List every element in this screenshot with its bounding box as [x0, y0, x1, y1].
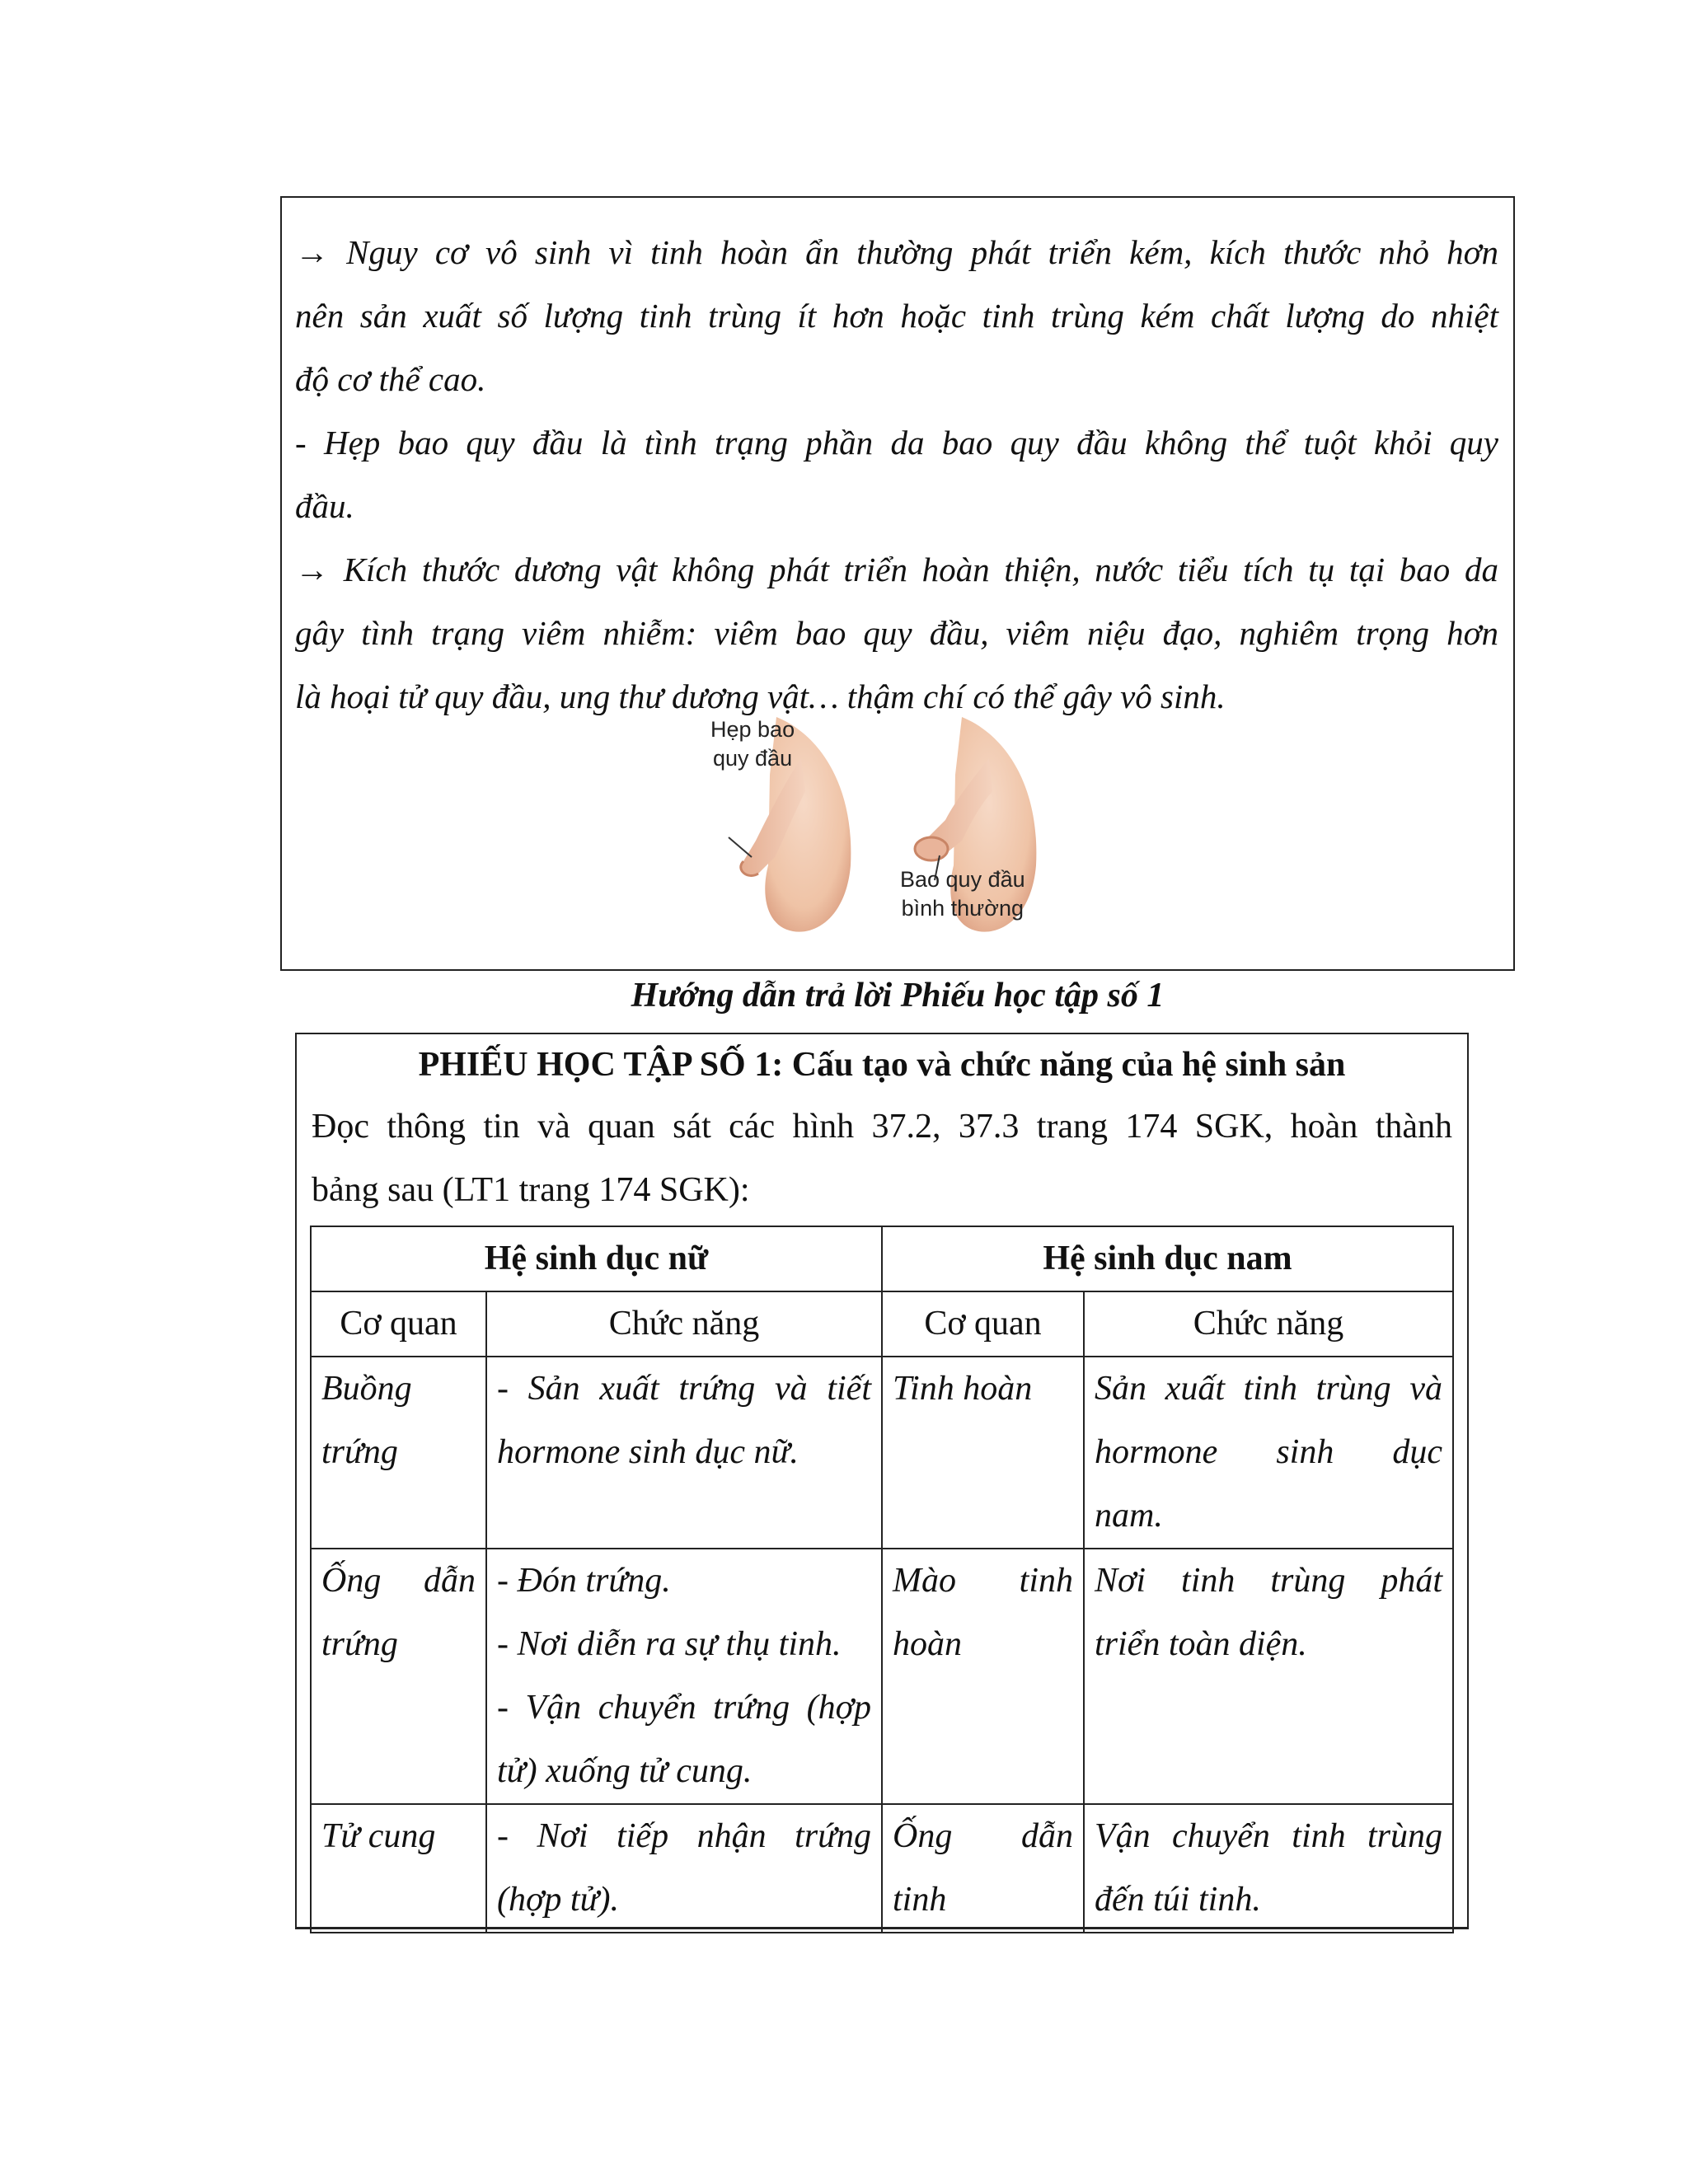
info-line: - Hẹp bao quy đầu là tình trạng phần da bao quy đầu không thể tuột khỏi quy — [295, 424, 1498, 462]
learning-sheet — [295, 1033, 1469, 1929]
female-organ-cell: Buồng trứng — [311, 1357, 486, 1549]
female-function-cell: - Nơi tiếp nhận trứng (hợp tử). — [486, 1804, 882, 1933]
male-function-cell: Nơi tinh trùng phát triển toàn diện. — [1084, 1549, 1453, 1804]
col-function-male: Chức năng — [1084, 1291, 1453, 1357]
info-line: đầu. — [295, 487, 354, 525]
male-organ-cell: Ống dẫn tinh — [882, 1804, 1084, 1933]
info-line: là hoại tử quy đầu, ung thư dương vật… thậm chí có thể gây vô sinh. — [295, 677, 1226, 715]
male-system-header: Hệ sinh dục nam — [882, 1226, 1453, 1291]
col-organ-male: Cơ quan — [882, 1291, 1084, 1357]
male-organ-cell: Tinh hoàn — [882, 1357, 1084, 1549]
sheet-title: PHIẾU HỌC TẬP SỐ 1: Cấu tạo và chức năng của hệ sinh sản — [418, 1046, 1346, 1084]
reproductive-table — [310, 1226, 1454, 1933]
sheet-intro-line: bảng sau (LT1 trang 174 SGK): — [312, 1171, 750, 1209]
table-row — [311, 1357, 1453, 1549]
col-function-female: Chức năng — [486, 1291, 882, 1357]
male-organ-cell: Mào tinh hoàn — [882, 1549, 1084, 1804]
table-header-row — [311, 1226, 1453, 1291]
info-line: nên sản xuất số lượng tinh trùng ít hơn hoặc tinh trùng kém chất lượng do nhiệt — [295, 297, 1498, 335]
table-subheader-row — [311, 1291, 1453, 1357]
female-function-cell: - Đón trứng. - Nơi diễn ra sự thụ tinh. - Vận chuyển trứng (hợp tử) xuống tử cung. — [486, 1549, 882, 1804]
label-phimosis: Hẹp bao quy đầu — [710, 717, 795, 771]
sheet-intro-line: Đọc thông tin và quan sát các hình 37.2, 37.3 trang 174 SGK, hoàn thành — [312, 1108, 1452, 1146]
col-organ-female: Cơ quan — [311, 1291, 486, 1357]
section-caption: Hướng dẫn trả lời Phiếu học tập số 1 — [631, 977, 1165, 1015]
female-organ-cell: Ống dẫn trứng — [311, 1549, 486, 1804]
female-function-cell: - Sản xuất trứng và tiết hormone sinh dục nữ. — [486, 1357, 882, 1549]
label-normal: Bao quy đầu bình thường — [900, 867, 1025, 921]
phimosis-illustration — [678, 709, 1139, 956]
info-line: → Kích thước dương vật không phát triển hoàn thiện, nước tiểu tích tụ tại bao da — [295, 551, 1498, 588]
table-row — [311, 1549, 1453, 1804]
left-pointer-line — [729, 837, 752, 857]
male-function-cell: Vận chuyển tinh trùng đến túi tinh. — [1084, 1804, 1453, 1933]
info-line: gây tình trạng viêm nhiễm: viêm bao quy đầu, viêm niệu đạo, nghiêm trọng hơn — [295, 614, 1498, 652]
info-line: độ cơ thể cao. — [295, 360, 486, 398]
table-row — [311, 1804, 1453, 1933]
info-line: → Nguy cơ vô sinh vì tinh hoàn ẩn thường phát triển kém, kích thước nhỏ hơn — [295, 233, 1498, 271]
info-box — [280, 196, 1515, 971]
male-function-cell: Sản xuất tinh trùng và hormone sinh dục nam. — [1084, 1357, 1453, 1549]
female-system-header: Hệ sinh dục nữ — [311, 1226, 882, 1291]
female-organ-cell: Tử cung — [311, 1804, 486, 1933]
